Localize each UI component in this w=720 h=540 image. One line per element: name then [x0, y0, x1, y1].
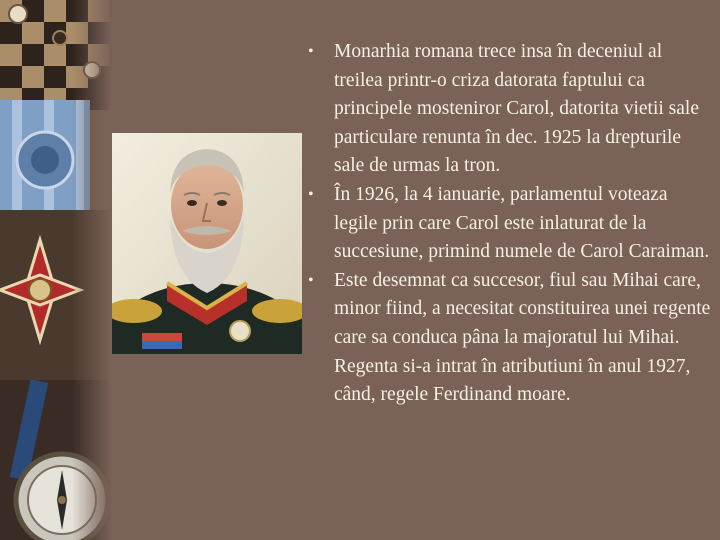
bullet-text: În 1926, la 4 ianuarie, parlamentul voteaza legile prin care Carol este inlaturat de la succesiune, primind numele de Carol Caraiman.: [334, 183, 710, 263]
bullet-text: Monarhia romana trece insa în deceniul al treilea printr-o criza datorata faptului ca principele mosteniror Carol, datorita vietii sale particulare renunta în dec. 1925 la drepturile sale de urmas la tron.: [334, 41, 699, 177]
bullet-dot-icon: •: [308, 271, 314, 289]
portrait-artwork: [112, 133, 302, 354]
bullet-text: Este desemnat ca succesor, fiul sau Mihai care, minor fiind, a necesitat constituirea unei regente care sa conduca pâna la majoratul lui Mihai. Regenta si-a intrat în atributiuni în anul 1927, când, regele Ferdinand moare.: [334, 269, 711, 406]
bullet-item-2: [308, 181, 713, 267]
bullet-dot-icon: •: [308, 43, 314, 60]
bullet-item-1: [308, 38, 713, 181]
decorative-collage: [0, 0, 112, 540]
bullet-list: [308, 38, 713, 410]
collage-fade: [72, 0, 112, 540]
bullet-dot-icon: •: [308, 185, 314, 203]
king-portrait-image: [112, 133, 302, 354]
bullet-item-3: [308, 267, 713, 410]
